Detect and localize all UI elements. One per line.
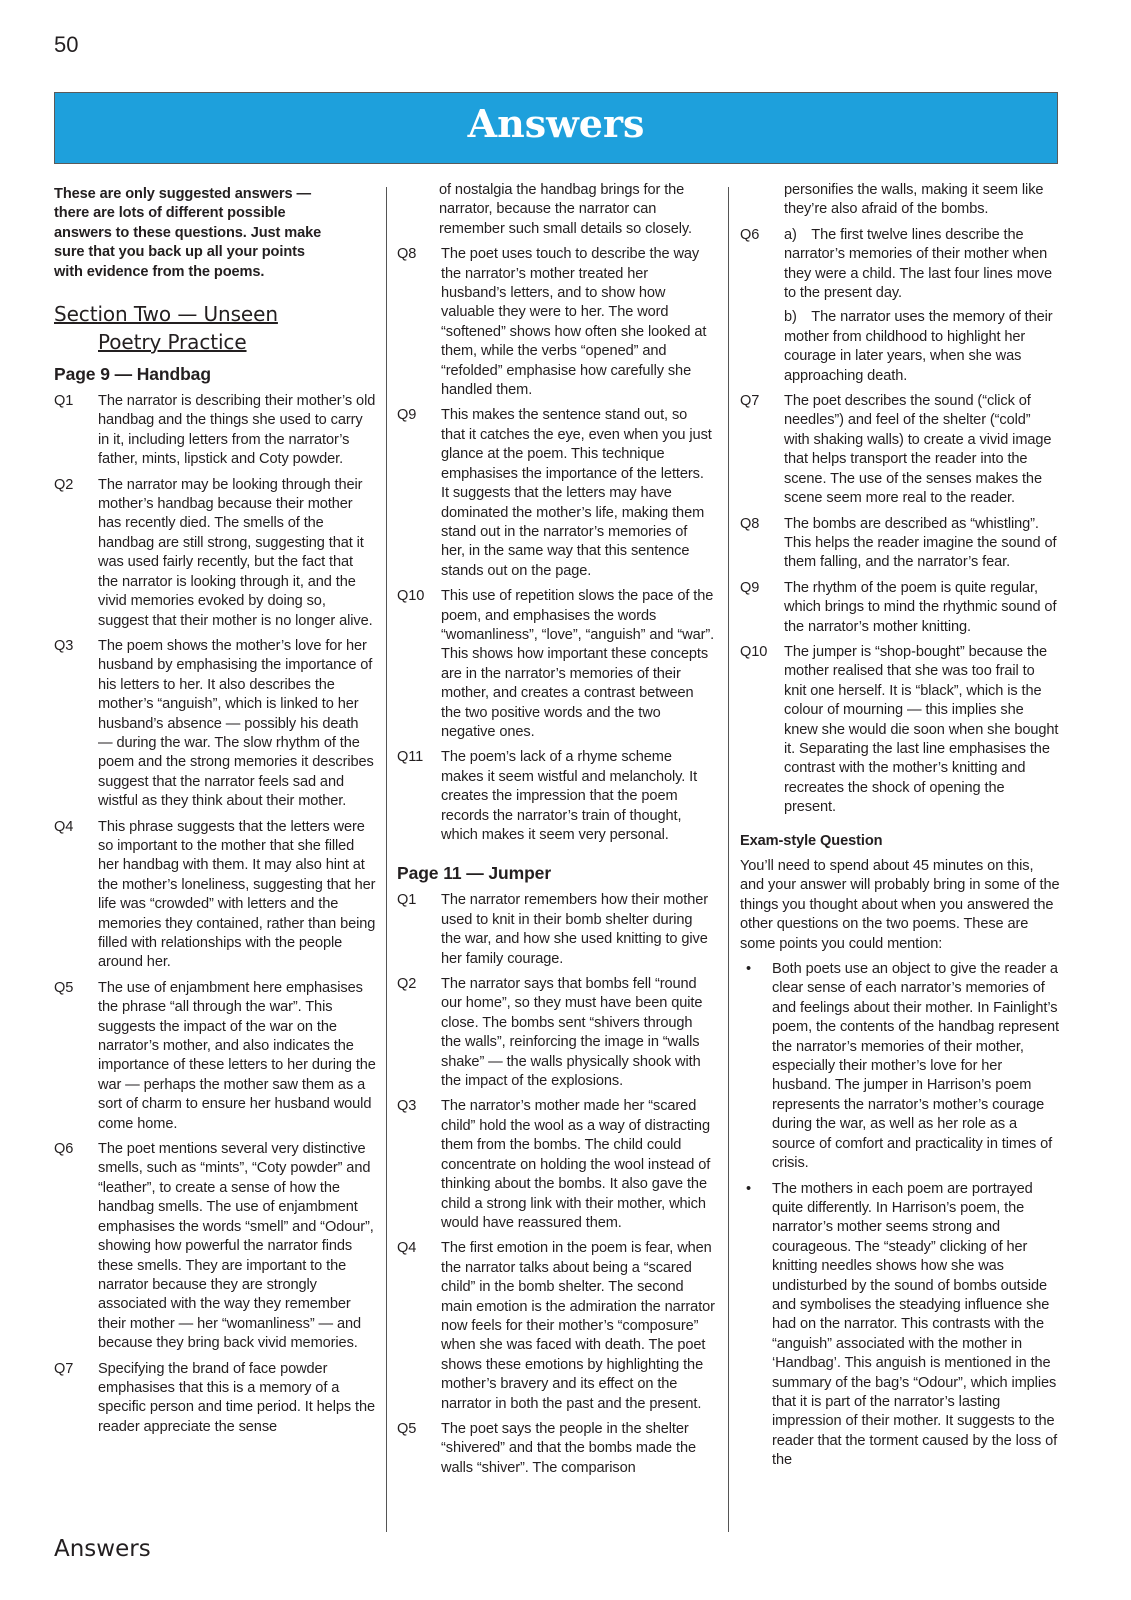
section-title [54, 300, 376, 356]
question-number: Q3 [54, 637, 74, 654]
answer-text: The poem shows the mother’s love for her husband by emphasising the importance of his letters to her. It also describes the mother’s “anguish”, which is linked to her husband’s absence — possibly his death — during the war. The slow rhythm of the poem and the strong memories it describes suggest that the narrator feels sad and wistful as they think about their mother. [98, 637, 374, 810]
question-number: Q9 [740, 579, 760, 596]
answer-text: The narrator’s mother made her “scared child” hold the wool as a way of distracting them from the bombs. The child could concentrate on holding the wool instead of thinking about the bombs. It also gave the child a strong link with their mother, which would have reassured them. [441, 1098, 711, 1231]
answer-text: The poet says the people in the shelter “shivered” and that the bombs made the walls “shiver”. The comparison [441, 1420, 696, 1476]
answer-item [397, 1097, 715, 1233]
handbag-heading: Page 9 — Handbag [54, 364, 211, 385]
banner-title: Answers [467, 101, 645, 146]
answer-item [397, 406, 715, 581]
bullet-point [740, 960, 1060, 1173]
exam-heading: Exam-style Question [740, 832, 883, 849]
answer-item [54, 1140, 376, 1353]
answer-text [784, 226, 1060, 386]
answer-continuation: personifies the walls, making it seem like they’re also afraid of the bombs. [784, 182, 1044, 218]
question-number: Q2 [54, 476, 74, 493]
bullet-icon: • [746, 1180, 752, 1197]
section-title-line1: Section Two — Unseen [54, 302, 278, 327]
bullet-text: Both poets use an object to give the reader a clear sense of each narrator’s memories of and feelings about their mother. In Fainlight’s poem, the contents of the handbag represent the narrator’s memories of their mother, especially their mother’s love for her husband. The jumper in Harrison’s poem represents the narrator’s mother’s courage during the war, as well as her role as a source of comfort and practicality in times of crisis. [772, 961, 1059, 1172]
question-number: Q8 [740, 515, 760, 532]
answer-item [54, 637, 376, 812]
answer-item [740, 579, 1060, 637]
answer-text: The poem’s lack of a rhyme scheme makes it seem wistful and melancholy. It creates the impression that the poem records the narrator’s train of thought, which makes it seem very personal. [441, 749, 698, 843]
question-number: Q9 [397, 407, 417, 424]
answer-item [397, 1239, 715, 1414]
question-number: Q10 [397, 588, 425, 605]
answer-text: The narrator says that bombs fell “round our home”, so they must have been quite close. The bombs sent “shivers through the walls”, reinforcing the image in “walls shake” — the walls physically shook with the impact of the explosions. [441, 976, 703, 1090]
question-number: Q1 [397, 892, 417, 909]
answer-item [54, 1360, 376, 1438]
question-number: Q4 [397, 1240, 417, 1257]
answer-item [740, 392, 1060, 508]
answer-text: The rhythm of the poem is quite regular, which brings to mind the rhythmic sound of the narrator’s mother knitting. [784, 579, 1057, 635]
answer-item [54, 476, 376, 631]
bullet-icon: • [746, 961, 752, 978]
answer-text: The narrator is describing their mother’s old handbag and the things she used to carry in it, including letters from the narrator’s father, mints, lipstick and Coty powder. [98, 393, 376, 468]
column-3 [740, 181, 1060, 1477]
answer-item [397, 245, 715, 400]
question-number: Q8 [397, 246, 417, 263]
answer-text: The narrator remembers how their mother used to knit in their bomb shelter during the war, and how she used knitting to give her family courage. [441, 892, 708, 967]
question-number: Q2 [397, 976, 417, 993]
page-number: 50 [54, 32, 79, 57]
answer-part-a: a) The first twelve lines describe the narrator’s memories of their mother when they were a child. The last four lines move to the present day. [784, 226, 1052, 302]
question-number: Q1 [54, 393, 74, 410]
answer-item [740, 226, 1060, 386]
answer-item [54, 979, 376, 1134]
column-divider [728, 187, 729, 1532]
answer-text: The poet uses touch to describe the way the narrator’s mother treated her husband’s letters, and to show how valuable they were to her. The word “softened” shows how often she looked at them, while the verbs “opened” and “refolded” emphasise how carefully she handled them. [441, 246, 707, 399]
answer-text: This makes the sentence stand out, so that it catches the eye, even when you just glance at the poem. This technique emphasises the importance of the letters. It suggests that the letters may have dominated the mother’s life, making them stand out in the narrator’s memories of her, in the same way that this sentence stands out on the page. [441, 407, 712, 579]
column-1 [54, 181, 376, 1443]
answer-text: The jumper is “shop-bought” because the mother realised that she was too frail to knit one herself. It is “black”, which is the colour of mourning — this implies she knew she would die soon when she bought it. Separating the last line emphasises the contrast with the mother’s knitting and recreates the shock of opening the present. [784, 643, 1059, 816]
question-number: Q7 [54, 1360, 74, 1377]
exam-intro: You’ll need to spend about 45 minutes on this, and your answer will probably bring in some of the things you thought about when you answered the other questions on the two poems. These are some points you could mention: [740, 858, 1060, 952]
answer-text: This phrase suggests that the letters were so important to the mother that she filled her handbag with them. It may also hint at the mother’s loneliness, suggesting that her life was “crowded” with letters and the memories they contained, rather than being filled with relationships with the people around her. [98, 818, 376, 971]
answer-item [54, 392, 376, 470]
question-number: Q7 [740, 393, 760, 410]
answer-part-b: b) The narrator uses the memory of their mother from childhood to highlight her courage in later years, when she was approaching death. [784, 309, 1053, 384]
answer-text: The first emotion in the poem is fear, when the narrator talks about being a “scared child” in the bomb shelter. The second main emotion is the admiration the narrator now feels for their mother’s “composure” when she was faced with death. The poet shows these emotions by highlighting the mother’s bravery and its effect on the narrator in both the past and the present. [441, 1240, 715, 1412]
answer-text: The narrator may be looking through their mother’s handbag because their mother has recently died. The smells of the handbag are still strong, suggesting that it was used fairly recently, but the fact that the narrator is looking through it, and the vivid memories evoked by doing so, suggest that their mother is no longer alive. [98, 476, 373, 629]
question-number: Q6 [54, 1141, 74, 1158]
answer-continuation: of nostalgia the handbag brings for the narrator, because the narrator can remember such small details so closely. [439, 182, 692, 237]
bullet-point [740, 1180, 1060, 1471]
answer-item [397, 587, 715, 742]
question-number: Q3 [397, 1098, 417, 1115]
answer-item [397, 1420, 715, 1478]
answer-text: The poet describes the sound (“click of needles”) and feel of the shelter (“cold” with shaking walls) to create a vivid image that helps transport the reader into the scene. The use of the senses makes the scene seem more real to the reader. [784, 393, 1052, 507]
question-number: Q10 [740, 643, 768, 660]
answer-item [740, 515, 1060, 573]
answer-item [397, 891, 715, 969]
answer-text: Specifying the brand of face powder emphasises that this is a memory of a specific person and time period. It helps the reader appreciate the sense [98, 1360, 375, 1435]
column-divider [386, 187, 387, 1532]
answer-item [397, 748, 715, 845]
question-number: Q5 [397, 1420, 417, 1437]
answer-text: The bombs are described as “whistling”. This helps the reader imagine the sound of them falling, and the narrator’s fear. [784, 515, 1057, 571]
answer-text: The poet mentions several very distinctive smells, such as “mints”, “Coty powder” and “leather”, to create a sense of how the handbag smells. The use of enjambment emphasises the words “smell” and “Odour”, showing how powerful the narrator finds these smells. They are important to the narrator because they are strongly associated with the way they remember their mother — her “womanliness” — and because they bring back vivid memories. [98, 1141, 374, 1352]
answer-item [397, 975, 715, 1091]
footer-label: Answers [54, 1536, 151, 1562]
section-title-line2: Poetry Practice [98, 330, 247, 355]
answers-banner [54, 92, 1058, 164]
intro-note: These are only suggested answers — there are lots of different possible answers to these questions. Just make sure that you back up all your points with evidence from the poems. [54, 186, 322, 280]
question-number: Q5 [54, 979, 74, 996]
answer-text: This use of repetition slows the pace of the poem, and emphasises the words “womanliness”, “love”, “anguish” and “war”. This shows how important these concepts are in the narrator’s memories of their mother, and creates a contrast between the two positive words and the two negative ones. [441, 588, 715, 740]
question-number: Q11 [397, 749, 424, 766]
bullet-text: The mothers in each poem are portrayed quite differently. In Harrison’s poem, the narrator’s mother seems strong and courageous. The “steady” clicking of her knitting needles shows how she was undisturbed by the sound of bombs outside and symbolises the steadying influence she had on the narrator. This contrasts with the “anguish” associated with the mother in ‘Handbag’. This anguish is mentioned in the summary of the bag’s “Odour”, which implies that it is part of the narrator’s lasting impression of their mother. It suggests to the reader that the torment caused by the loss of the [772, 1180, 1058, 1469]
question-number: Q4 [54, 818, 74, 835]
answer-item [54, 818, 376, 973]
column-2 [397, 181, 715, 1484]
jumper-heading: Page 11 — Jumper [397, 863, 552, 884]
question-number: Q6 [740, 226, 760, 243]
answer-item [740, 643, 1060, 818]
answer-text: The use of enjambment here emphasises the phrase “all through the war”. This suggests the impact of the war on the narrator’s mother, and also indicates the importance of these letters to her during the war — perhaps the mother saw them as a sort of charm to ensure her husband would come home. [98, 979, 376, 1132]
